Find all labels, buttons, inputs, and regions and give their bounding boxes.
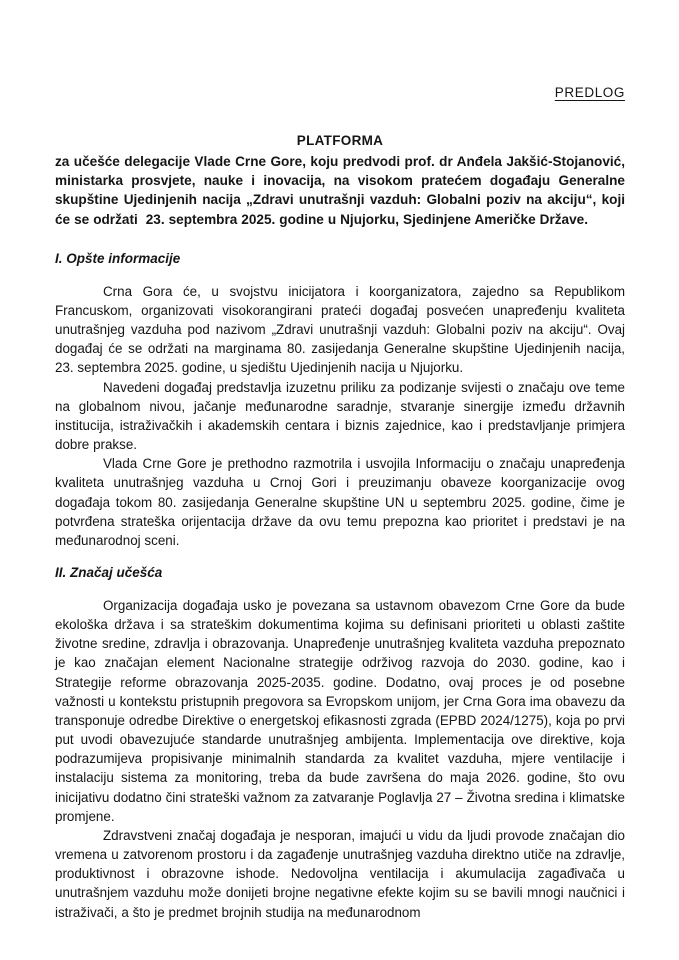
section-heading-1: I. Opšte informacije [55,250,181,266]
document-body [55,133,629,922]
paragraph: Organizacija događaja usko je povezana sa ustavnom obavezom Crne Gore da bude ekološka država i sa strateškim dokumentima kojima su definisani prioriteti u oblasti zaštite životne sredine, zdravlja i obrazovanja. Unapređenje unutrašnjeg kvaliteta vazduha prepoznato je kao značajan element Nacionalne strategije održivog razvoja do 2030. godine, kao i Strategije reforme obrazovanja 2025-2035. godine. Dodatno, ovaj proces je od posebne važnosti u kontekstu pristupnih pregovora sa Evropskom unijom, jer Crna Gora ima obavezu da transponuje odredbe Direktive o energetskoj efikasnosti zgrada (EPBD 2024/1275), koja po prvi put uvodi obavezujuće standarde unutrašnjeg ambijenta. Implementacija ove direktive, koja podrazumijeva propisivanje minimalnih standarda za kvalitet vazduha, mjere ventilacije i instalaciju sistema za monitoring, treba da bude završena do maja 2026. godine, što ovu inicijativu dodatno čini strateški važnom za zatvaranje Poglavlja 27 – Životna sredina i klimatske promjene. [55,598,629,824]
document-title: PLATFORMA [296,133,384,148]
document-subtitle: za učešće delegacije Vlade Crne Gore, koju predvodi prof. dr Anđela Jakšić-Stojanović, ministarka prosvjete, nauke i inovacija, na visokom pratećem događaju Generalne skupštine Ujedinjenih nacija „Zdravi unutrašnji vazduh: Globalni poziv na akciju“, koji će se održati 23. septembra 2025. godine u Njujorku, Sjedinjene Američke Države. [55,154,629,227]
section-heading-2: II. Značaj učešća [55,565,163,580]
document-status-label: PREDLOG [554,85,625,100]
paragraph: Crna Gora će, u svojstvu inicijatora i koorganizatora, zajedno sa Republikom Francuskom, organizovati visokorangirani prateći događaj posvećen unapređenju kvaliteta unutrašnjeg vazduha pod nazivom „Zdravi unutrašnji vazduh: Globalni poziv na akciju“. Ovaj događaj će se održati na marginama 80. zasijedanja Generalne skupštine Ujedinjenih nacija, 23. septembra 2025. godine, u sjedištu Ujedinjenih nacija u Njujorku. [55,283,629,376]
paragraph: Navedeni događaj predstavlja izuzetnu priliku za podizanje svijesti o značaju ove teme na globalnom nivou, jačanje međunarodne saradnje, stvaranje sinergije između državnih institucija, istraživačkih i akademskih centara i biznis zajednice, kao i predstavljanje primjera dobre prakse. [55,379,629,453]
paragraph: Vlada Crne Gore je prethodno razmotrila i usvojila Informaciju o značaju unapređenja kvaliteta unutrašnjeg vazduha u Crnoj Gori i preuzimanju obaveze koorganizacije ovog događaja tokom 80. zasijedanja Generalne skupštine UN u septembru 2025. godine, čime je potvrđena strateška orijentacija države da ovu temu prepozna kao prioritet i predstavi je na međunarodnoj sceni. [55,456,629,548]
document-header [55,84,625,102]
paragraph: Zdravstveni značaj događaja je nesporan, imajući u vidu da ljudi provode značajan dio vremena u zatvorenom prostoru i da zagađenje unutrašnjeg vazduha direktno utiče na zdravlje, produktivnost i obrazovne ishode. Nedovoljna ventilacija i akumulacija zagađivača u unutrašnjem vazduhu može donijeti brojne negativne efekte kojim su se bavili mnogi naučnici i istraživači, a što je predmet brojnih studija na međunarodnom [55,827,629,920]
